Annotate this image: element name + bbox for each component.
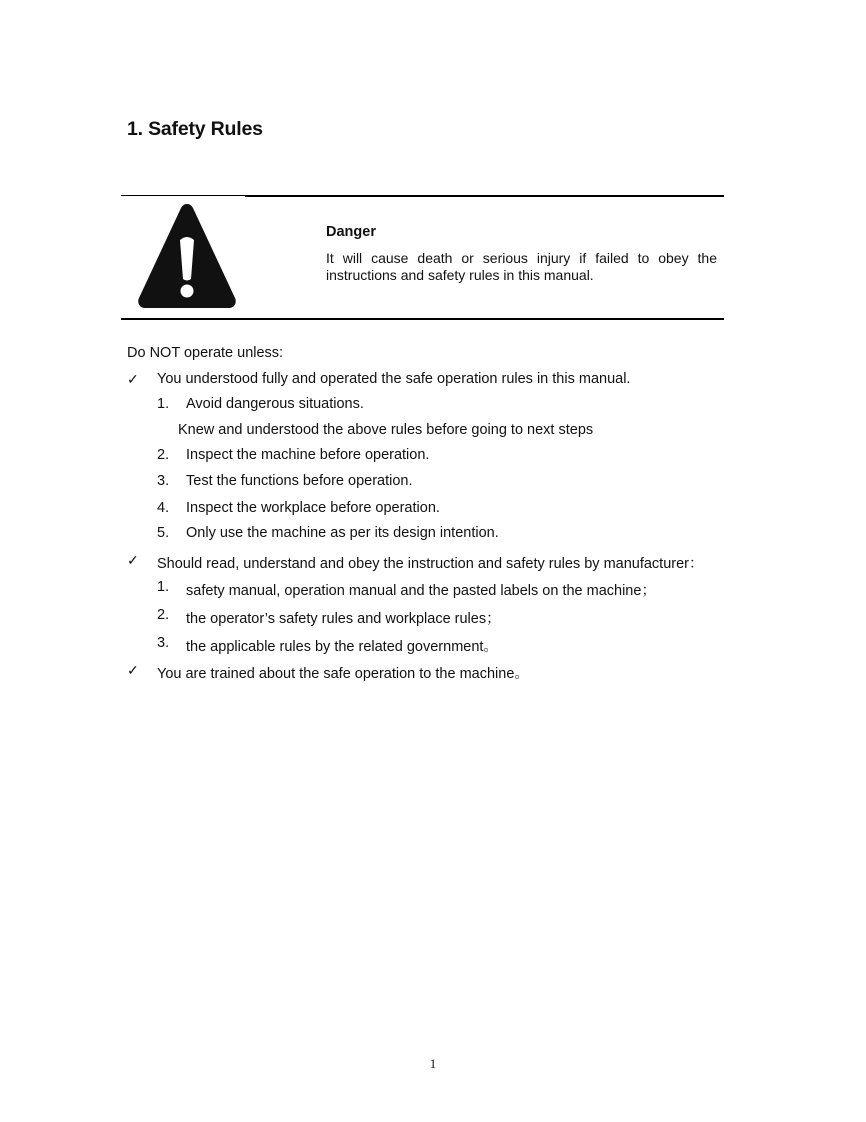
checkmark-icon: ✓	[127, 552, 139, 568]
list-number: 2.	[157, 447, 170, 463]
list-item: the applicable rules by the related government。	[186, 639, 498, 655]
bottom-rule	[121, 318, 724, 320]
warning-triangle-icon	[134, 200, 240, 312]
list-item: safety manual, operation manual and the pasted labels on the machine；	[186, 583, 656, 599]
list-number: 5.	[157, 525, 170, 541]
list-item: Inspect the workplace before operation.	[186, 500, 440, 516]
page-number: 1	[429, 1056, 437, 1071]
list-item: Test the functions before operation.	[186, 473, 413, 489]
list-number: 1.	[157, 579, 170, 595]
intro-text: Do NOT operate unless:	[127, 345, 284, 361]
checklist-item: You understood fully and operated the safe operation rules in this manual.	[157, 371, 631, 387]
list-item: the operator’s safety rules and workplace rules；	[186, 611, 501, 627]
section-title: 1. Safety Rules	[127, 118, 263, 140]
list-number: 3.	[157, 635, 170, 651]
top-rule-right	[245, 195, 724, 197]
list-item: Only use the machine as per its design intention.	[186, 525, 499, 541]
list-number: 3.	[157, 473, 170, 489]
checkmark-icon: ✓	[127, 371, 139, 387]
list-number: 1.	[157, 396, 170, 412]
danger-description: It will cause death or serious injury if failed to obey the instructions and safety rules in this manual.	[326, 250, 717, 283]
checklist-item: You are trained about the safe operation to the machine。	[157, 666, 529, 682]
checklist-item: Should read, understand and obey the instruction and safety rules by manufacturer：	[157, 556, 704, 572]
checkmark-icon: ✓	[127, 662, 139, 678]
list-item: Avoid dangerous situations.	[186, 396, 364, 412]
danger-title: Danger	[326, 224, 376, 240]
top-rule-left	[121, 195, 245, 196]
list-item: Inspect the machine before operation.	[186, 447, 430, 463]
list-note: Knew and understood the above rules before going to next steps	[178, 422, 594, 438]
list-number: 2.	[157, 607, 170, 623]
list-number: 4.	[157, 500, 170, 516]
